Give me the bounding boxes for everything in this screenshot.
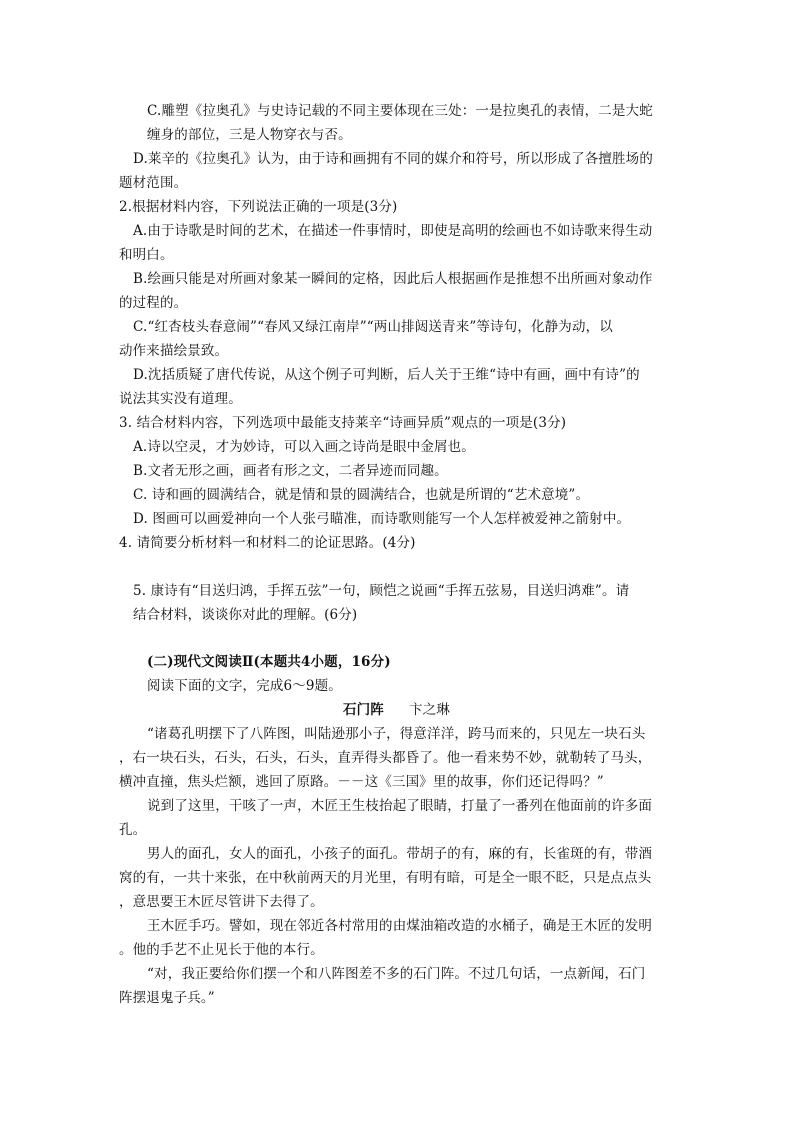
question-2-stem: 2.根据材料内容，下列说法正确的一项是(3分) — [119, 199, 398, 215]
option-c-line-2: 缠身的部位，三是人物穿衣与否。 — [147, 127, 352, 143]
q2-option-c-line-1: C.“红杏枝头春意闹”“春风又绿江南岸”“两山排闼送青来”等诗句，化静为动，以 — [133, 319, 613, 335]
question-4-stem: 4. 请简要分析材料一和材料二的论证思路。(4分) — [119, 535, 416, 551]
story-author: 卞之琳 — [409, 702, 450, 718]
story-line-9: 王木匠手巧。譬如，现在邻近各村常用的由煤油箱改造的水桶子，确是王木匠的发明 — [147, 918, 653, 934]
q2-option-d-line-2: 说法其实没有道理。 — [119, 391, 242, 407]
q2-option-d-line-1: D.沈括质疑了唐代传说，从这个例子可判断，后人关于王维“诗中有画，画中有诗”的 — [133, 367, 640, 383]
section-instruction: 阅读下面的文字，完成6～9题。 — [147, 678, 342, 694]
story-line-2: ，右一块石头，石头，石头，石头，直弄得头都昏了。他一看来势不妙，就勒转了马头， — [119, 750, 652, 766]
story-line-3: 横冲直撞，焦头烂额，逃回了原路。－－这《三国》里的故事，你们还记得吗？” — [119, 774, 604, 790]
story-line-1: “诸葛孔明摆下了八阵图，叫陆逊那小子，得意洋洋，跨马而来的，只见左一块石头 — [147, 726, 646, 742]
q2-option-c-line-2: 动作来描绘景致。 — [119, 343, 229, 359]
story-title: 石门阵 — [343, 702, 384, 718]
q3-option-b: B.文者无形之画，画者有形之文，二者异迹而同趣。 — [133, 463, 448, 479]
story-line-12: 阵摆退鬼子兵。” — [119, 990, 215, 1006]
question-3-stem: 3. 结合材料内容，下列选项中最能支持莱辛“诗画异质”观点的一项是(3分) — [119, 415, 567, 431]
option-d-line-2: 题材范围。 — [119, 175, 188, 191]
q2-option-a-line-2: 和明白。 — [119, 247, 174, 263]
question-5-line-1: 5. 康诗有“目送归鸿，手挥五弦”一句，顾恺之说画“手挥五弦易，目送归鸿难”。请 — [133, 583, 630, 599]
story-line-6: 男人的面孔，女人的面孔，小孩子的面孔。带胡子的有，麻的有，长雀斑的有，带酒 — [147, 846, 653, 862]
story-line-7: 窝的有，一共十来张，在中秋前两天的月光里，有明有暗，可是全一眼不眨，只是点点头 — [119, 870, 652, 886]
story-line-4: 说到了这里，干咳了一声，木匠王生枝抬起了眼睛，打量了一番列在他面前的许多面 — [147, 798, 653, 814]
story-line-11: “对，我正要给你们摆一个和八阵图差不多的石门阵。不过几句话，一点新闻，石门 — [147, 966, 646, 982]
story-line-8: ，意思要王木匠尽管讲下去得了。 — [119, 894, 324, 910]
story-line-10: 。他的手艺不止见长于他的本行。 — [119, 942, 324, 958]
q2-option-b-line-2: 的过程的。 — [119, 295, 188, 311]
q2-option-a-line-1: A.由于诗歌是时间的艺术，在描述一件事情时，即使是高明的绘画也不如诗歌来得生动 — [133, 223, 653, 239]
q3-option-a: A.诗以空灵，才为妙诗，可以入画之诗尚是眼中金屑也。 — [133, 439, 475, 455]
section-heading: (二)现代文阅读Ⅱ(本题共4小题，16分) — [147, 654, 391, 670]
q2-option-b-line-1: B.绘画只能是对所画对象某一瞬间的定格，因此后人根据画作是推想不出所画对象动作 — [133, 271, 653, 287]
option-d-line-1: D.莱辛的《拉奥孔》认为，由于诗和画拥有不同的媒介和符号，所以形成了各擅胜场的 — [133, 151, 653, 167]
option-c-line-1: C.雕塑《拉奥孔》与史诗记载的不同主要体现在三处：一是拉奥孔的表情，二是大蛇 — [147, 103, 653, 119]
q3-option-d: D. 图画可以画爱神向一个人张弓瞄准，而诗歌则能写一个人怎样被爱神之箭射中。 — [133, 511, 631, 527]
question-5-line-2: 结合材料，谈谈你对此的理解。(6分) — [133, 607, 358, 623]
story-line-5: 孔。 — [119, 822, 147, 838]
q3-option-c: C. 诗和画的圆满结合，就是情和景的圆满结合，也就是所谓的“艺术意境”。 — [133, 487, 590, 503]
